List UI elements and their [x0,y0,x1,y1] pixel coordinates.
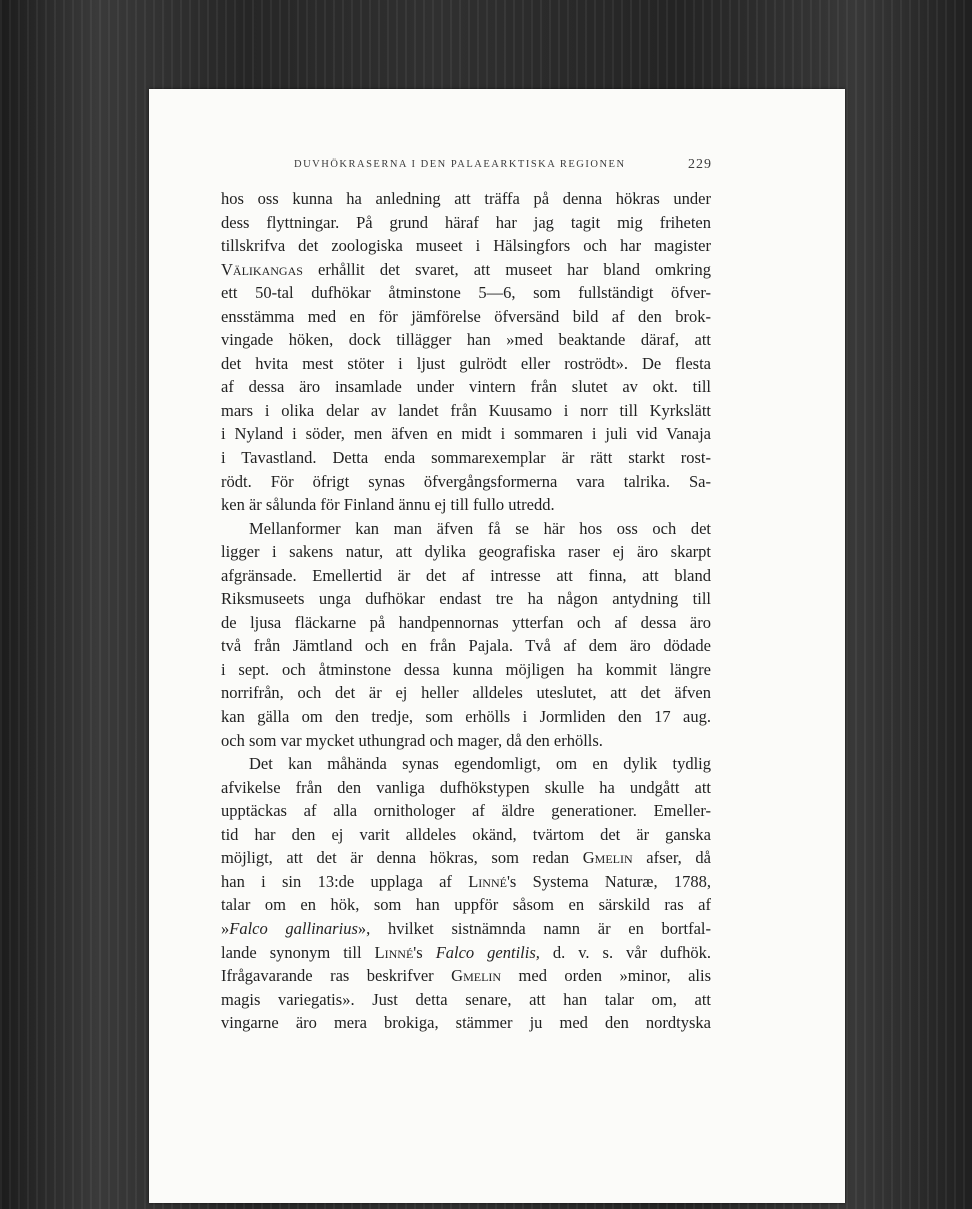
text-line: kan gälla om den tredje, som erhölls i Jormliden den 17 aug. [221,707,711,727]
text-line: afgränsade. Emellertid är det af intresse att finna, att bland [221,565,711,585]
text-line: möjligt, att det är denna hökras, som redan Gmelin afser, då [221,848,711,868]
species-name: Falco gallinarius [229,918,358,938]
author-name: Gmelin [451,966,502,986]
text-line: i Tavastland. Detta enda sommarexemplar är rätt starkt rost- [221,448,711,468]
text-line: Välikangas erhållit det svaret, att museet har bland omkring [221,259,711,279]
author-name: Välikangas [221,259,303,279]
text-line: han i sin 13:de upplaga af Linné's Systema Naturæ, 1788, [221,871,711,891]
text-line: talar om en hök, som han uppför såsom en särskild ras af [221,895,711,915]
text-line: Riksmuseets unga dufhökar endast tre ha någon antydning till [221,589,711,609]
text-line: två från Jämtland och en från Pajala. Två af dem äro dödade [221,636,711,656]
page-number: 229 [688,157,712,172]
running-header: DUVHÖKRASERNA I DEN PALAEARKTISKA REGIONEN [294,159,626,170]
paragraph-start-line: Mellanformer kan man äfven få se här hos oss och det [249,518,711,538]
text-line: magis variegatis». Just detta senare, att han talar om, att [221,989,711,1009]
author-name: Linné [468,871,507,891]
text-line: mars i olika delar av landet från Kuusamo i norr till Kyrkslätt [221,400,711,420]
text-line: upptäckas af alla ornithologer af äldre generationer. Emeller- [221,801,711,821]
author-name: Gmelin [582,848,633,868]
paragraph-start-line: Det kan måhända synas egendomligt, om en dylik tydlig [249,754,711,774]
text-line: Ifrågavarande ras beskrifver Gmelin med orden »minor, alis [221,966,711,986]
book-page [149,89,845,1203]
text-line: tillskrifva det zoologiska museet i Hälsingfors och har magister [221,236,711,256]
text-line: af dessa äro insamlade under vintern från slutet av okt. till [221,377,711,397]
text-line: hos oss kunna ha anledning att träffa på denna hökras under [221,189,711,208]
text-line: det hvita mest stöter i ljust gulrödt eller roströdt». De flesta [221,353,711,373]
text-line: ensstämma med en för jämförelse öfversänd bild af den brok- [221,306,711,326]
text-line: afvikelse från den vanliga dufhökstypen skulle ha undgått att [221,777,711,797]
text-line: ett 50-tal dufhökar åtminstone 5—6, som fullständigt öfver- [221,283,711,303]
text-line: i Nyland i söder, men äfven en midt i sommaren i juli vid Vanaja [221,424,711,444]
species-name: Falco gentilis, [435,942,540,962]
text-line: i sept. och åtminstone dessa kunna möjligen ha kommit längre [221,659,711,679]
text-line: vingarne äro mera brokiga, stämmer ju med den nordtyska [221,1013,711,1033]
text-line: dess flyttningar. På grund häraf har jag tagit mig friheten [221,212,711,232]
text-line: lande synonym till Linné's Falco gentilis, d. v. s. vår dufhök. [221,942,711,962]
text-line: vingade höken, dock tillägger han »med beaktande däraf, att [221,330,711,350]
text-line: tid har den ej varit alldeles okänd, tvärtom det är ganska [221,824,711,844]
text-line: norrifrån, och det är ej heller alldeles uteslutet, att det äfven [221,683,711,703]
author-name: Linné [374,942,414,962]
paragraph-end-line: ken är sålunda för Finland ännu ej till fullo utredd. [221,495,555,515]
text-line: ligger i sakens natur, att dylika geografiska raser ej äro skarpt [221,542,711,562]
text-line: de ljusa fläckarne på handpennornas ytterfan och af dessa äro [221,612,711,632]
body-text [221,187,711,1035]
text-line: rödt. För öfrigt synas öfvergångsformerna vara talrika. Sa- [221,471,711,491]
paragraph-end-line: och som var mycket uthungrad och mager, då den erhölls. [221,730,603,750]
text-line: »Falco gallinarius», hvilket sistnämnda namn är en bortfal- [221,918,712,938]
